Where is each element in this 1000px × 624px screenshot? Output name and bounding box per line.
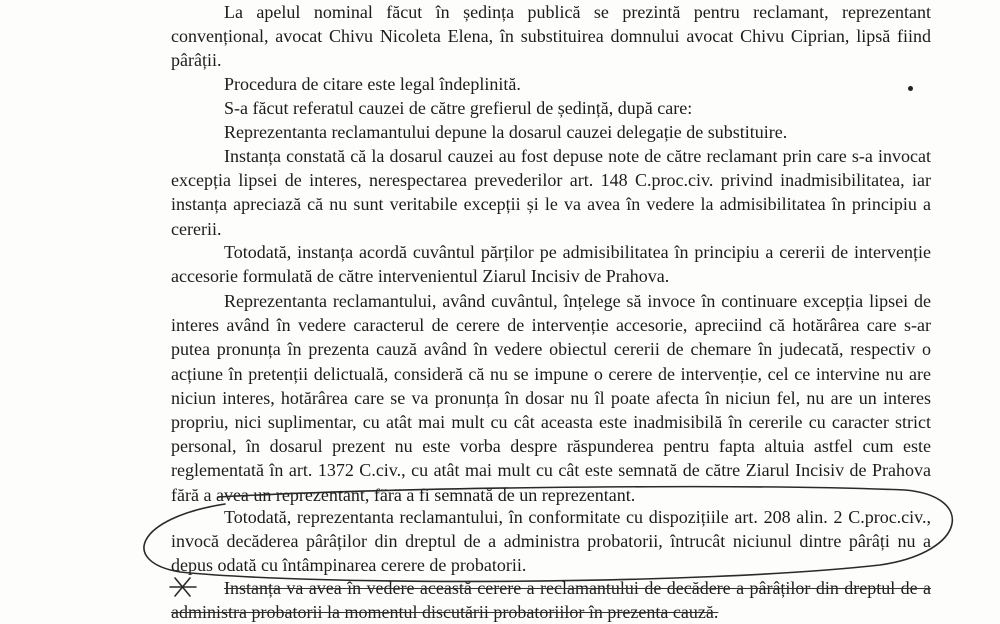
- paragraph-case-report: S-a făcut referatul cauzei de către grefierul de ședință, după care:: [224, 98, 693, 118]
- paragraph-forfeiture-request: Totodată, reprezentanta reclamantului, în conformitate cu dispozițiile art. 208 alin. 2 C.proc.civ., invocă decăderea pârâților din dreptul de a administra probatorii, întrucât niciunul dintre pârâți nu a depus odată cu întâmpinarea cerere de probatorii.: [171, 507, 931, 576]
- paragraph-court-decision: Instanța va avea în vedere această cerere a reclamantului de decădere a pârâților din dreptul de a administra probatorii la momentul discutării probatoriilor în prezenta cauză.: [171, 578, 931, 623]
- paragraph-admissibility: Totodată, instanța acordă cuvântul părților pe admisibilitatea în principiu a cererii de intervenție accesorie formulată de către intervenientul Ziarul Incisiv de Prahova.: [171, 242, 931, 287]
- paragraph-plaintiff-argument: Reprezentanta reclamantului, având cuvântul, înțelege să invoce în continuare excepția lipsei de interes având în vedere caracterul de cerere de intervenție accesorie, apreciind că hotărârea care s-ar putea pronunța în prezenta cauză având în vedere obiectul cererii de chemare în judecată, respectiv o acțiune în pretenții delictuală, consideră că nu se impune o cerere de intervenție, cel ce intervine nu are niciun interes, hotărârea care se va pronunța în dosar nu îl poate afecta în niciun fel, nu are un interes propriu, nici suplimentar, cu atât mai mult cu cât aceasta este inadmisibilă în cererile cu caracter strict personal, în dosarul prezent nu este vorba despre răspunderea pentru fapta altuia astfel cum este reglementată în art. 1372 C.civ., cu atât mai mult cu cât este semnată de către Ziarul Incisiv de Prahova fără a avea un reprezentant, fără a fi semnată de un reprezentant.: [171, 291, 931, 505]
- ink-dot-mark: [908, 86, 913, 91]
- paragraph-delegation: Reprezentanta reclamantului depune la dosarul cauzei delegație de substituire.: [224, 122, 788, 142]
- paragraph-summons-procedure: Procedura de citare este legal îndeplinită.: [224, 74, 521, 94]
- paragraph-roll-call: La apelul nominal făcut în ședința publică se prezintă pentru reclamant, reprezentant convențional, avocat Chivu Nicoleta Elena, în substituirea domnului avocat Chivu Ciprian, lipsă fiind pârâții.: [171, 2, 931, 71]
- paragraph-court-finding: Instanța constată că la dosarul cauzei au fost depuse note de către reclamant prin care s-a invocat excepția lipsei de interes, nerespectarea prevederilor art. 148 C.proc.civ. privind inadmisibilitatea, iar instanța apreciază că nu sunt veritabile excepții și le va avea în vedere la admisibilitatea în principiu a cererii.: [171, 146, 931, 239]
